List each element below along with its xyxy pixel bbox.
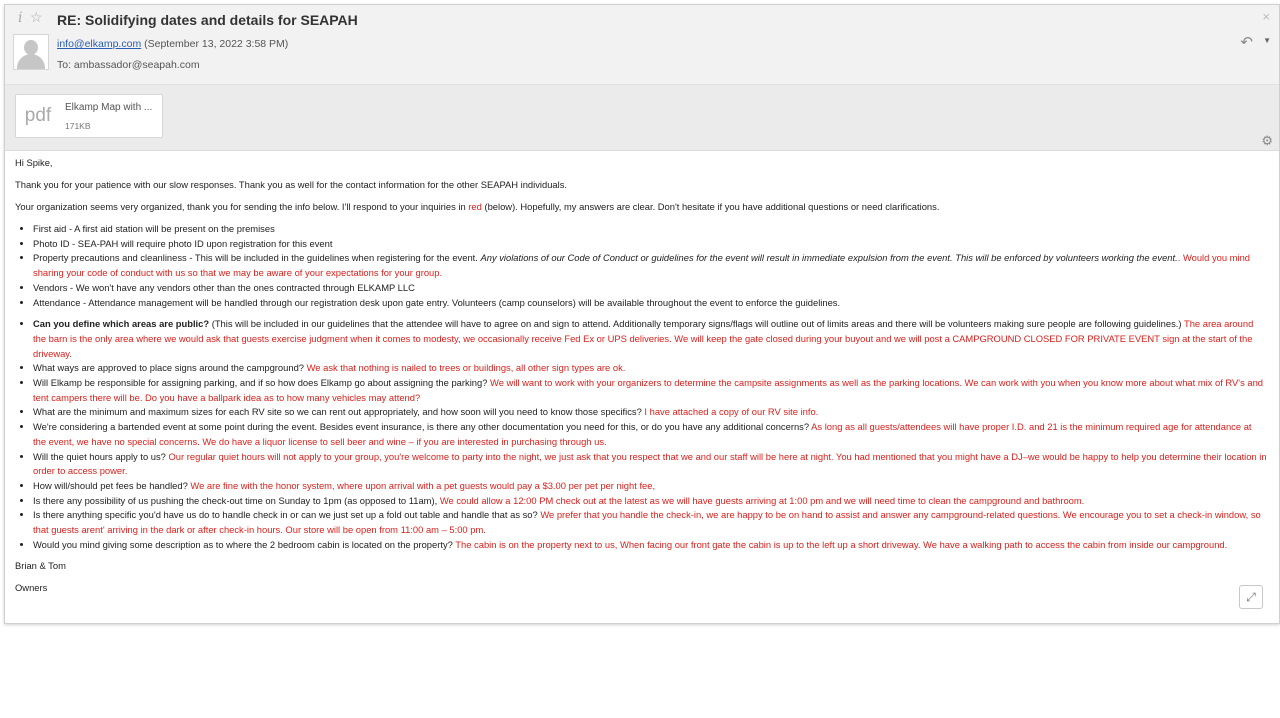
list-item: • Attendance - Attendance management will be handled through our registration desk upon gate entry. Volunteers (camp counselors) will be available throughout the event to enforce the guidelines.: [33, 296, 1267, 311]
info-icon[interactable]: i: [18, 10, 23, 26]
list-item: • We're considering a bartended event at some point during the event. Besides event insurance, is there any other documentation you need for this, or do you have any additional concerns? As long as all guests/attendees will have proper I.D. and 21 is the minimum required age for attendance at the event, we have no special concerns. We do have a liquor license to sell beer and wine – if you are interested in purchasing through us.: [33, 420, 1267, 449]
greeting: Hi Spike,: [15, 157, 53, 168]
signature-title: Owners: [15, 582, 48, 594]
email-date: (September 13, 2022 3:58 PM): [144, 38, 289, 50]
expand-icon[interactable]: ⤢: [1239, 585, 1263, 609]
paragraph: Thank you for your patience with our slow responses. Thank you as well for the contact information for the other SEAPAH individuals.: [15, 179, 568, 190]
list-item: • How will/should pet fees be handled? We are fine with the honor system, where upon arrival with a pet guests would pay a $3.00 per pet per night fee,: [33, 479, 1267, 494]
attachment-size: 171KB: [65, 121, 91, 131]
paragraph: Your organization seems very organized, thank you for sending the info below. I'll respond to your inquiries in red (below). Hopefully, my answers are clear. Don't hesitate if you have additional questions or need clarifications.: [15, 201, 940, 212]
pdf-icon: pdf: [24, 105, 52, 126]
email-header: [5, 5, 1279, 85]
qa-list: [15, 317, 1267, 552]
list-item: • First aid - A first aid station will be present on the premises: [33, 222, 1267, 237]
list-item: • Property precautions and cleanliness - This will be included in the guidelines when registering for the event. Any violations of our Code of Conduct or guidelines for the event will result in immediate expulsion from the event. This will be enforced by volunteers working the event.. Would you mind sharing your code of conduct with us so that we may be aware of your expectations for your group.: [33, 251, 1267, 280]
list-item: • Would you mind giving some description as to where the 2 bedroom cabin is located on the property? The cabin is on the property next to us, When facing our front gate the cabin is up to the left up a short driveway. We have a walking path to access the cabin from inside our campground.: [33, 538, 1267, 553]
sender-avatar: [13, 34, 49, 70]
email-subject: RE: Solidifying dates and details for SEAPAH: [57, 12, 358, 28]
list-item: • Photo ID - SEA-PAH will require photo ID upon registration for this event: [33, 237, 1267, 252]
attachments-bar: [5, 85, 1279, 151]
attachment-name: Elkamp Map with ...: [65, 102, 153, 113]
list-item: • Will Elkamp be responsible for assigning parking, and if so how does Elkamp go about assigning the parking? We will want to work with your organizers to determine the campsite assignments as well as the parking locations. We can work with you when you know more about what mix of RV's and tent campers there will be. Do you have a ballpark idea as to how many vehicles may attend?: [33, 376, 1267, 405]
list-item: • Vendors - We won't have any vendors other than the ones contracted through ELKAMP LLC: [33, 281, 1267, 296]
signoff: Brian & Tom: [15, 560, 66, 572]
caret-icon[interactable]: ▼: [1263, 36, 1271, 45]
email-body: [15, 156, 1267, 603]
info-list: [15, 222, 1267, 310]
list-item: • Is there any possibility of us pushing the check-out time on Sunday to 1pm (as opposed to 11am), We could allow a 12:00 PM check out at the latest as we will have guests arriving at 1:00 pm and we will need time to clean the campground and bathroom.: [33, 494, 1267, 509]
list-item: • Is there anything specific you'd have us do to handle check in or can we just set up a fold out table and handle that as so? We prefer that you handle the check-in, we are happy to be on hand to assist and answer any campground-related questions. We encourage you to set a check-in window, so that guests arent' arriving in the dark or after check-in hours. Our store will be open from 11:00 am – 5:00 pm.: [33, 508, 1267, 537]
gear-icon[interactable]: ⚙: [1261, 133, 1273, 148]
recipient-line: To: ambassador@seapah.com: [57, 59, 200, 71]
reply-icon[interactable]: ↶: [1240, 34, 1253, 51]
attachment-item[interactable]: [15, 94, 163, 138]
sender-email-link[interactable]: info@elkamp.com: [57, 38, 142, 50]
list-item: • What ways are approved to place signs around the campground? We ask that nothing is nailed to trees or buildings, all other sign types are ok.: [33, 361, 1267, 376]
email-viewer: [4, 4, 1280, 624]
close-icon[interactable]: ×: [1262, 9, 1270, 24]
list-item: • Will the quiet hours apply to us? Our regular quiet hours will not apply to your group, you're welcome to party into the night, we just ask that you respect that we and our staff will be here at night. You had mentioned that you might have a DJ–we would be happy to help you determine their location in order to access power.: [33, 450, 1267, 479]
sender-line: [57, 38, 288, 50]
star-icon[interactable]: ☆: [30, 9, 43, 25]
list-item: • What are the minimum and maximum sizes for each RV site so we can rent out appropriately, and how soon will you need to know those specifics? I have attached a copy of our RV site info.: [33, 405, 1267, 420]
list-item: • Can you define which areas are public? (This will be included in our guidelines that the attendee will have to agree on and sign to attend. Additionally temporary signs/flags will outline out of limits areas and there will be volunteers making sure people are following guidelines.) The area around the barn is the only area where we would ask that guests exercise judgment when it comes to modesty, we occasionally receive Fed Ex or UPS deliveries. We will keep the gate closed during your buyout and we will post a CAMPGROUND CLOSED FOR PRIVATE EVENT sign at the start of the driveway.: [33, 317, 1267, 361]
